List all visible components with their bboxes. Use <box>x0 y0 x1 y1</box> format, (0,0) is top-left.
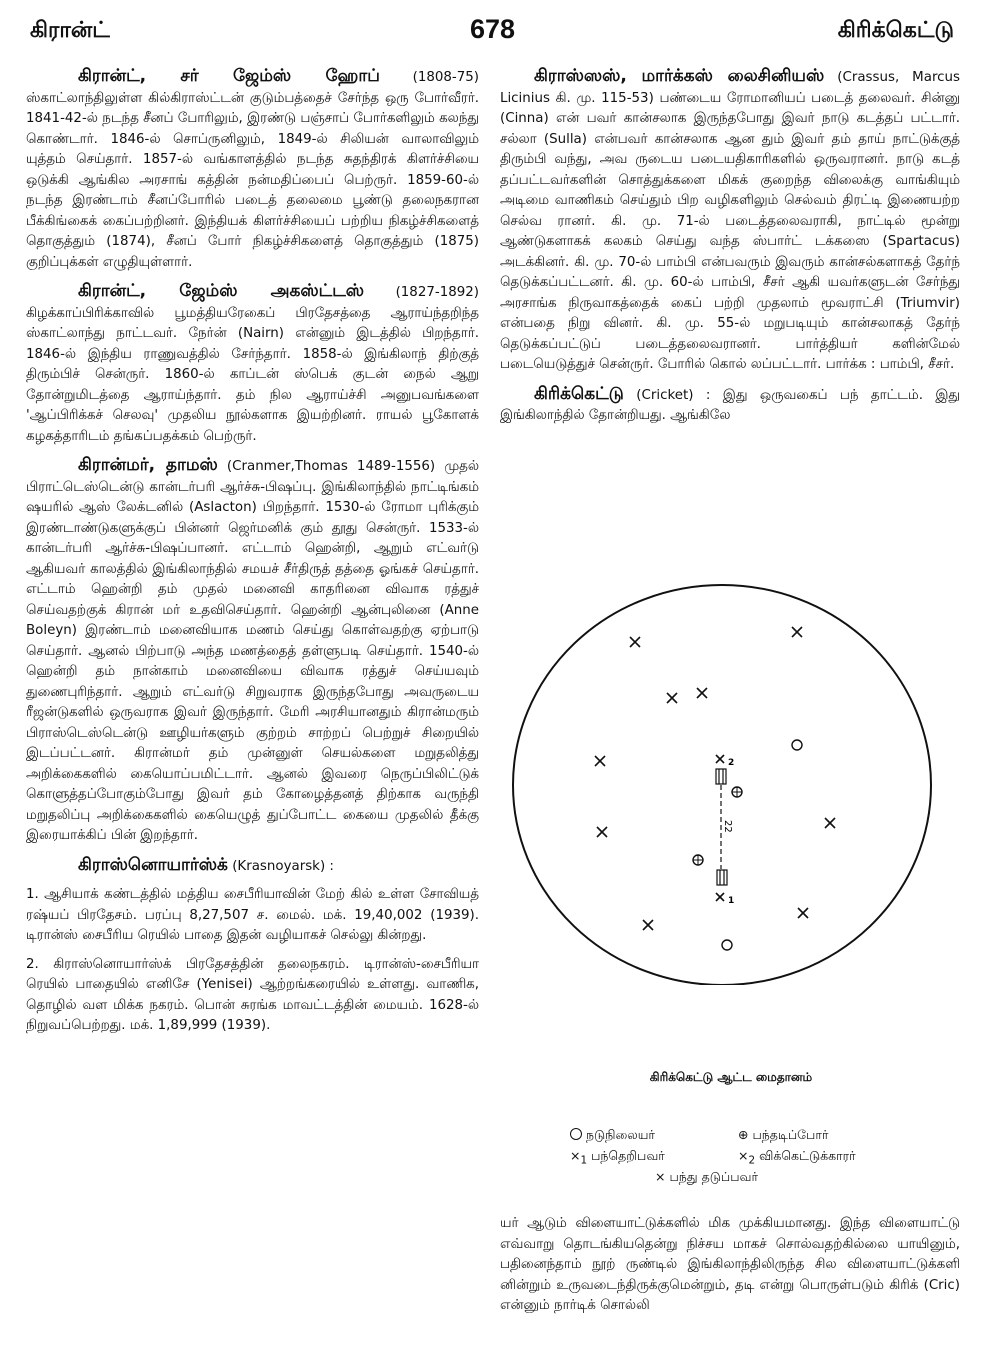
entry-body: ஸ்காட்லாந்திலுள்ள கில்கிராஸ்ட்டன் குடும்பத்தைச் சேர்ந்த ஒரு போர்வீரர். 1841-42-ல் நடந்த சீனப் போரிலும், இரண்டு பஞ்சாப் போர்களிலும் கலந்து கொண்டார். 1846-ல் சொப்ருனிலும், 1849-ல் சிலியன் வாலாவிலும் யுத்தம் செய்தார். 1857-ல் வங்காளத்தில் நடந்த சுதந்திரக் கிளர்ச்சியை ஒடுக்கி ஆங்கில அரசாங் கத்தின் நன்மதிப்பைப் பெற்ருர். 1859-60-ல் நடந்த இரண்டாம் சீனப்போரில் படைத் தலைமை பூண்டு தலைநகரான பீக்கிங்கைக் கைப்பற்றினர். இந்தியக் கிளர்ச்சியைப் பற்றிய நிகழ்ச்சிகளைத் தொகுத்தும் (1874), சீனப் போர் நிகழ்ச்சிகளைத் தொகுத்தும் (1875) குறிப்புக்கள் எழுதியுள்ளார். <box>26 90 479 270</box>
entry-crassus <box>500 66 960 376</box>
legend-batsman <box>738 1124 828 1145</box>
legend-fielder <box>655 1166 758 1187</box>
legend-subscript: 1 <box>580 1154 588 1167</box>
entry-years: (1808-75) <box>412 70 479 85</box>
entry-years: (Cranmer,Thomas 1489-1556) <box>226 459 436 474</box>
entry-headword: கிராஸ்னொயார்ஸ்க் <box>78 854 228 875</box>
running-head-right: கிரிக்கெட்டு <box>837 18 954 43</box>
fielder-icon <box>798 908 808 918</box>
bowler-icon <box>716 893 724 901</box>
fielder-icon <box>825 818 835 828</box>
entry-headword: கிரான்மர், தாமஸ் <box>78 455 218 475</box>
entry-paren: (Crassus, Marcus Licinius கி. மு. 115-53) <box>500 70 960 106</box>
entry-paragraph-1: 1. ஆசியாக் கண்டத்தில் மத்திய சைபீரியாவின் மேற் கில் உள்ள சோவியத் ரஷ்யப் பிரதேசம். பரப்பு 8,27,507 ச. மைல். மக். 19,40,002 (1939). டிரான்ஸ் சைபீரிய ரெயில் பாதை இதன் வழியாகச் செல்லு கின்றது. <box>26 887 479 943</box>
entry-grant-james-augustus <box>26 281 479 447</box>
legend-label: பந்தெறிபவர் <box>591 1148 665 1163</box>
legend-label: விக்கெட்டுக்காரர் <box>759 1148 856 1163</box>
fielder-icon <box>667 693 677 703</box>
legend-label: பந்து தடுப்பவர் <box>669 1169 759 1184</box>
batsman-icon <box>693 855 703 865</box>
wicket-top-icon <box>716 769 726 784</box>
cricket-field-diagram <box>500 555 962 985</box>
fielder-icon <box>792 627 802 637</box>
left-column <box>26 66 479 1045</box>
right-column <box>500 66 960 435</box>
entry-headword: கிரிக்கெட்டு <box>534 383 624 404</box>
batsman-icon <box>732 787 742 797</box>
entry-paren: (Krasnoyarsk) : <box>232 858 334 874</box>
keeper-number: 2 <box>728 758 735 768</box>
entry-body: கிழக்காப்பிரிக்காவில் பூமத்தியரேகைப் பிரதேசத்தை ஆராய்ந்தறிந்த ஸ்காட்லாந்து நாட்டவர். நேர்ன் (Nairn) என்னும் இடத்தில் பிறந்தார். 1846-ல் இந்திய ராணுவத்தில் சேர்ந்தார். 1858-ல் இங்கிலாந் திற்குத் திரும்பிச் சென்ருர். 1860-ல் காப்டன் ஸ்பெக் குடன் நைல் ஆறு தோன்றுமிடத்தை ஆராய்ந்தார். தம் நில ஆராய்ச்சி அனுபவங்களை 'ஆப்பிரிக்கச் செலவு' முதலிய நூல்களாக இயற்றினர். ராயல் பூகோளக் கழகத்தாரிடம் தங்கப்பதக்கம் பெற்ருர். <box>26 305 479 444</box>
wicket-keeper-icon: × <box>738 1148 749 1163</box>
entry-body: பண்டைய ரோமானியப் படைத் தலைவர். சின்னு (Cinna) என் பவர் கான்சலாக இருந்தபோது இவர் நாடு கடத்தப் பட்டார். சல்லா (Sulla) என்பவர் கான்சலாக ஆன தும் இவர் தம் தாய் நாட்டுக்குத் திரும்பி வந்து, அவ ருடைய படையதிகாரிகளில் ஒருவரானர். நாடு கடத் தப்பட்டவர்களின் சொத்துக்களை மிகக் குறைந்த விலைக்கு வாங்கியும் அடிமை வாணிகம் செய்தும் பிற வழிகளிலும் செல்வம் திரட்டி இணையற்ற செல்வ ரானர். கி. மு. 71-ல் படைத்தலைவராகி, நாட்டில் மூன்று ஆண்டுகளாகக் கலகம் செய்து வந்த ஸ்பார்ட் டக்கஸை (Spartacus) அடக்கினர். கி. மு. 70-ல் பாம்பி என்பவரும் இவரும் கான்சல்களாகத் தேர்ந் தெடுக்கப்பட்டனர். கி. மு. 60-ல் பாம்பி, சீசர் ஆகி யவர்களுடன் சேர்ந்து அரசாங்க நிருவாகத்தைக் கைப் பற்றி முதலாம் மூவராட்சி (Triumvir) என்பதை நிறு வினர். கி. மு. 55-ல் மறுபடியும் கான்சலாகத் தேர்ந் தெடுக்கப்பட்டுப் படைத்தலைவரானர். பார்த்தியர் களின்மேல் படையெடுத்துச் சென்ருர். போரில் கொல் லப்பட்டார். பார்க்க : பாம்பி, சீசர். <box>500 90 960 372</box>
fielder-icon <box>597 827 607 837</box>
pitch-length-label: 22 <box>722 820 733 833</box>
entry-body: முதல் பிராட்டெஸ்டென்டு கான்டர்பரி ஆர்ச்சு-பிஷப்பு. இங்கிலாந்தில் நாட்டிங்கம் ஷயரில் ஆஸ் லேக்டனில் (Aslacton) பிறந்தார். 1530-ல் ரோமா புரிக்கும் இரண்டாண்டுகளுக்குப் பின்னர் ஜெர்மனிக் கும் தூது சென்ருர். 1533-ல் கான்டர்பரி ஆர்ச்சு-பிஷப்பானர். எட்டாம் ஹென்றி, ஆறும் எட்வர்டு ஆகியவர் காலத்தில் இங்கிலாந்தில் சமயச் சீர்திருத் தத்தை ஓங்கச் செய்தார். எட்டாம் ஹென்றி தம் முதல் மனைவி காதரினை விவாக ரத்துச் செய்வதற்குக் கிரான் மர் உதவிசெய்தார். ஹென்றி ஆன்புலினை (Anne Boleyn) இரண்டாம் மனைவியாக மணம் செய்து கொள்வதற்கு ஏற்பாடு செய்தார். ஆனல் பிற்பாடு அந்த மணத்தைத் தள்ளுபடி செய்தார். 1540-ல் ஹென்றி தம் நான்காம் மனைவியை விவாக ரத்துச் செய்யவும் துணைபுரிந்தார். ஆறும் எட்வர்டு சிறுவராக இருந்தபோது அவருடைய ரீஜன்டுகளில் ஒருவராக இவர் இருந்தார். மேரி அரசியானதும் கிரான்மரும் பிராஸ்டெஸ்டென்டு ஊழியர்களும் குற்றம் சாற்றப் பெற்றுச் சிறையில் இடப்பட்டனர். கிரான்மர் தம் முன்னுள் செயல்களை மறுதலித்து அறிக்கைகளில் கையொப்பமிட்டார். ஆனல் இவரை நெருப்பிலிட்டுக் கொளுத்தப்போகும்போது இவர் தம் கோழைத்தனத் திற்காக வருந்தி மறுதலிப்பு அறிக்கைகளில் கையெழுத் துப்போட்ட கையை முதலில் தீக்கு இரையாக்கிப் பின் இறந்தார். <box>26 459 479 843</box>
entry-headword: கிரான்ட், ஜேம்ஸ் அகஸ்ட்டஸ் <box>78 281 365 301</box>
field-boundary <box>513 585 931 985</box>
fielder-icon <box>697 688 707 698</box>
legend-label: பந்தடிப்போர் <box>752 1127 829 1142</box>
bowler-number: 1 <box>728 896 735 906</box>
entry-headword: கிராஸ்ஸஸ், மார்க்கஸ் லைசினியஸ் <box>534 66 825 86</box>
fielder-icon <box>643 920 653 930</box>
legend-subscript: 2 <box>748 1154 756 1167</box>
legend-label: நடுநிலையர் <box>585 1127 655 1142</box>
entry-cranmer-thomas <box>26 455 479 847</box>
umpire-icon <box>792 740 802 750</box>
fielder-icon: × <box>655 1169 666 1184</box>
running-head-left: கிரான்ட் <box>30 18 110 43</box>
page-number: 678 <box>470 14 516 44</box>
entry-body: இது ஒருவகைப் பந் தாட்டம். இது இங்கிலாந்தில் தோன்றியது. ஆங்கிலே <box>500 387 960 423</box>
batsman-icon: ⊕ <box>738 1127 749 1142</box>
entry-krasnoyarsk <box>26 855 479 1037</box>
diagram-caption: கிரிக்கெட்டு ஆட்ட மைதானம் <box>649 1070 813 1084</box>
entry-grant-james-hope <box>26 66 479 273</box>
entry-paren: (Cricket) : <box>636 387 711 403</box>
fielder-icon <box>630 637 640 647</box>
cricket-entry-continued: யர் ஆடும் விளையாட்டுக்களில் மிக முக்கியமானது. இந்த விளையாட்டு எவ்வாறு தொடங்கியதென்று நிச்சய மாகச் சொல்வதற்கில்லை யாயினும், பதினைந்தாம் நூற் ருண்டில் இங்கிலாந்திலிருந்த சில விளையாட்டுக்களி னின்றும் உருவடைந்திருக்குமென்றும், தடி என்று பொருள்படும் கிரிக் (Cric) என்னும் நார்டிக் சொல்லி <box>500 1216 960 1313</box>
entry-cricket <box>500 384 960 427</box>
entry-paragraph-2: 2. கிராஸ்னொயார்ஸ்க் பிரதேசத்தின் தலைநகரம். டிரான்ஸ்-சைபீரியா ரெயில் பாதையில் எனிசே (Yenisei) ஆற்றங்கரையில் உள்ளது. வாணிக, தொழில் வள மிக்க நகரம். பொன் சுரங்க மாவட்டத்தின் மையம். 1628-ல் நிறுவப்பெற்றது. மக். 1,89,999 (1939). <box>26 956 479 1033</box>
legend-bowler <box>570 1145 665 1172</box>
legend-umpire <box>570 1124 655 1145</box>
umpire-icon <box>722 940 732 950</box>
page-header <box>0 0 982 60</box>
bowler-icon: × <box>570 1148 581 1163</box>
entry-headword: கிரான்ட், சர் ஜேம்ஸ் ஹோப் <box>78 66 380 86</box>
wicket-keeper-icon <box>716 755 724 763</box>
wicket-bottom-icon <box>717 870 727 885</box>
umpire-icon <box>570 1128 582 1140</box>
fielder-icon <box>595 756 605 766</box>
entry-years: (1827-1892) <box>395 285 479 300</box>
